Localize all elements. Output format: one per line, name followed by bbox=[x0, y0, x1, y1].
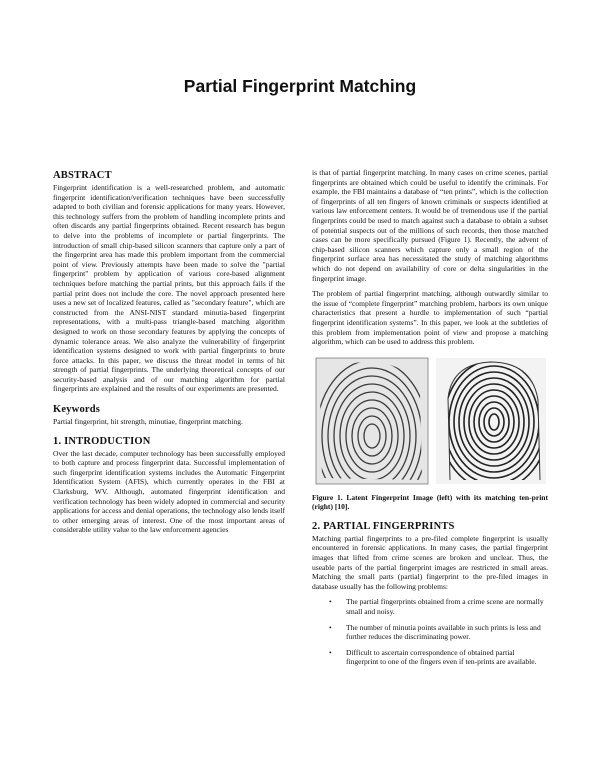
keywords-text: Partial fingerprint, hit strength, minutiae, fingerprint matching. bbox=[53, 417, 243, 427]
keywords-heading: Keywords bbox=[53, 404, 101, 416]
figure-1 bbox=[312, 356, 548, 488]
ten-print-fingerprint-image bbox=[436, 356, 548, 488]
problem-paragraph: The problem of partial fingerprint matching, although outwardly similar to the issue of “complete fingerprint” matching problem, harbors its own unique characteristics that present a hurdle to implementation of such “partial fingerprint identification systems”. In this paper, we look at the subtleties of this problem from implementation point of view and propose a matching algorithm, which can be used to address this problem. bbox=[312, 289, 548, 347]
abstract-text: Fingerprint identification is a well-researched problem, and automatic fingerprint identification/verification techniques have been successfully adapted to both civilian and forensic applications for many years. However, this technology suffers from the problem of handling incomplete prints and often discards any partial fingerprints obtained. Recent research has begun to delve into the problems of incomplete or partial fingerprints. The introduction of small chip-based silicon scanners that capture only a part of the fingerprint area has made this problem important from the commercial point of view. Previously attempts have been made to solve the "partial fingerprint" problem by application of various core-based alignment techniques before matching the partial prints, but this approach fails if the partial print does not include the core. The novel approach presented here uses a new set of localized features, called as "secondary feature", which are constructed from the ANSI-NIST standard minutia-based fingerprint representations, with a multi-pass triangle-based matching algorithm designed to work on those secondary features by applying the concepts of dynamic tolerance areas. We also analyze the vulnerability of fingerprint identification systems designed to work with partial fingerprints to brute force attacks. In this paper, we discuss the threat model in terms of hit strength of partial fingerprints. The underlying theoretical concepts of our security-based analysis and of our matching algorithm for partial fingerprints are explained and the results of our experiments are presented. bbox=[53, 183, 285, 394]
right-column bbox=[312, 168, 548, 673]
introduction-heading: 1. INTRODUCTION bbox=[53, 435, 151, 447]
partial-fingerprints-paragraph: Matching partial fingerprints to a pre-filed complete fingerprint is usually encountered in forensic applications. In many cases, the partial fingerprint images that lifted from crime scenes are broken and unclear. Thus, the useable parts of the partial fingerprint images are restricted in small areas. Matching the small parts (partial) fingerprint to the pre-filed images in database usually has the following problems: bbox=[312, 533, 548, 591]
intro-continued-paragraph: is that of partial fingerprint matching. In many cases on crime scenes, partial fingerprints are obtained which could be useful to identify the criminals. For example, the FBI maintains a database of “ten prints”, which is the collection of fingerprints of all ten fingers of known criminals or suspects identified at various law enforcement centers. It would be of tremendous use if the partial fingerprints could be used to match against such a database to obtain a subset of potential suspects out of the millions of such records, then those matched cases can be more specifically pursued (Figure 1). Recently, the advent of chip-based silicon scanners which capture only a small region of the fingerprint surface area has necessitated the study of matching algorithms which do not depend on availability of core or delta singularities in the fingerprint image. bbox=[312, 168, 548, 283]
latent-fingerprint-image bbox=[316, 358, 428, 488]
left-column bbox=[53, 170, 285, 535]
list-item: • Difficult to ascertain correspondence of obtained partial fingerprint to one of the fingers even if ten-prints are available. bbox=[312, 648, 548, 667]
introduction-text: Over the last decade, computer technology has been successfully employed to both capture and process fingerprint data. Successful implementation of such fingerprint identification systems includes the Automatic Fingerprint Identification System (AFIS), which currently operates in the FBI at Clarksburg, WV. Although, automated fingerprint identification and verification technology has been widely adopted in commercial and security applications for access and denial operations, the technology also lends itself to other emerging areas of interest. One of the most important areas of considerable utility value to the law enforcement agencies bbox=[53, 448, 285, 535]
paper-title: Partial Fingerprint Matching bbox=[183, 76, 417, 96]
abstract-heading: ABSTRACT bbox=[53, 170, 112, 181]
fingerprint-figure-image bbox=[312, 356, 548, 488]
problems-list bbox=[312, 597, 548, 667]
list-item: • The partial fingerprints obtained from a crime scene are normally small and noisy. bbox=[312, 597, 548, 616]
figure-1-caption: Figure 1. Latent Fingerprint Image (left) with its matching ten-print (right) [10]. bbox=[312, 492, 548, 512]
section-2-heading: 2. PARTIAL FINGERPRINTS bbox=[312, 520, 455, 532]
list-item: • The number of minutia points available in such prints is less and further reduces the discriminating power. bbox=[312, 623, 548, 642]
